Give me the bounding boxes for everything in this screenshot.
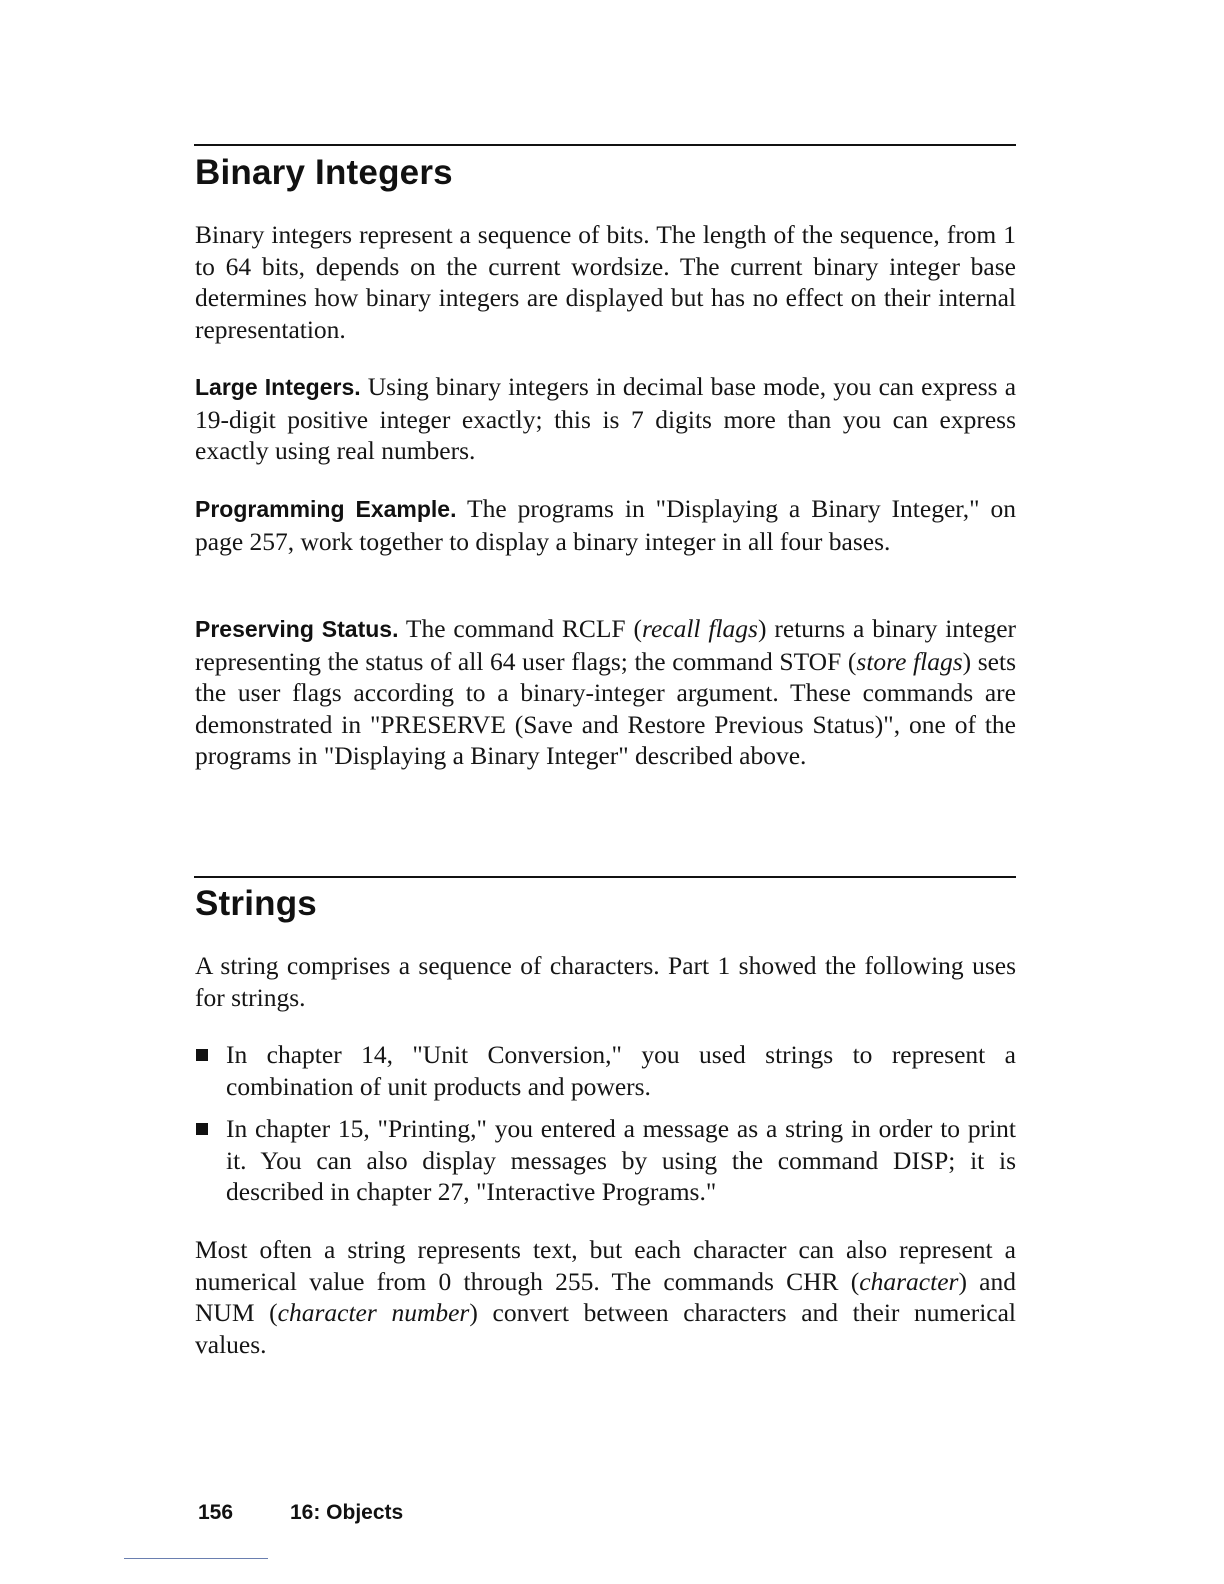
page-number: 156: [198, 1501, 234, 1524]
run-in-heading-programming-example: Programming Example.: [195, 496, 457, 522]
store-flags-term: store flags: [856, 646, 963, 676]
character-number-term: character number: [277, 1298, 470, 1328]
scan-edge-line: [124, 1558, 268, 1559]
section-heading-binary-integers: Binary Integers: [195, 153, 453, 192]
strings-intro-paragraph: A string comprises a sequence of characters. Part 1 showed the following uses for strings.: [195, 951, 1016, 1012]
list-item-text: In chapter 14, "Unit Conversion," you used strings to represent a combination of unit products and powers.: [226, 1040, 1016, 1101]
recall-flags-term: recall flags: [641, 614, 758, 643]
closing-text-2: ) and NUM (: [195, 1266, 1016, 1328]
programming-example-paragraph: [195, 493, 1016, 557]
strings-closing-paragraph: [195, 1234, 1016, 1360]
strings-uses-list: [195, 1039, 1016, 1219]
section-rule: [194, 876, 1016, 878]
list-item-text: In chapter 15, "Printing," you entered a message as a string in order to print it. You can also display messages by using the command DISP; it is described in chapter 27, "Interactive Programs.": [226, 1114, 1016, 1207]
page-footer: [198, 1500, 403, 1526]
programming-example-text: The programs in "Displaying a Binary Integer," on page 257, work together to display a binary integer in all four bases.: [195, 494, 1016, 556]
large-integers-paragraph: [195, 371, 1016, 467]
preserving-text-2: ) returns a binary integer representing the status of all 64 user flags; the command STOF (: [195, 614, 1017, 676]
preserving-status-paragraph: [195, 613, 1016, 772]
list-item: [195, 1113, 1016, 1208]
preserving-text-1: The command RCLF (: [405, 614, 642, 643]
section-heading-strings: Strings: [195, 884, 317, 923]
section-rule: [194, 144, 1016, 146]
large-integers-text: Using binary integers in decimal base mode, you can express a 19-digit positive integer exactly; this is 7 digits more than you can express exactly using real numbers.: [195, 372, 1017, 466]
character-term: character: [859, 1266, 959, 1296]
run-in-heading-large-integers: Large Integers.: [195, 374, 361, 400]
run-in-heading-preserving-status: Preserving Status.: [195, 616, 399, 642]
closing-text-1: Most often a string represents text, but each character can also represent a numerical value from 0 through 255. The commands CHR (: [195, 1235, 1016, 1296]
preserving-text-3: ) sets the user flags according to a binary-integer argument. These commands are demonstrated in "PRESERVE (Save and Restore Previous Status)", one of the programs in "Displaying a Binary Integer" described above.: [195, 646, 1017, 771]
square-bullet-icon: [196, 1049, 208, 1061]
square-bullet-icon: [196, 1123, 208, 1135]
binary-intro-paragraph: Binary integers represent a sequence of bits. The length of the sequence, from 1 to 64 bits, depends on the current wordsize. The current binary integer base determines how binary integers are displayed but has no effect on their internal representation.: [195, 220, 1016, 344]
chapter-label: 16: Objects: [290, 1501, 404, 1524]
list-item: [195, 1039, 1016, 1102]
closing-text-3: ) convert between characters and their numerical values.: [195, 1298, 1017, 1359]
